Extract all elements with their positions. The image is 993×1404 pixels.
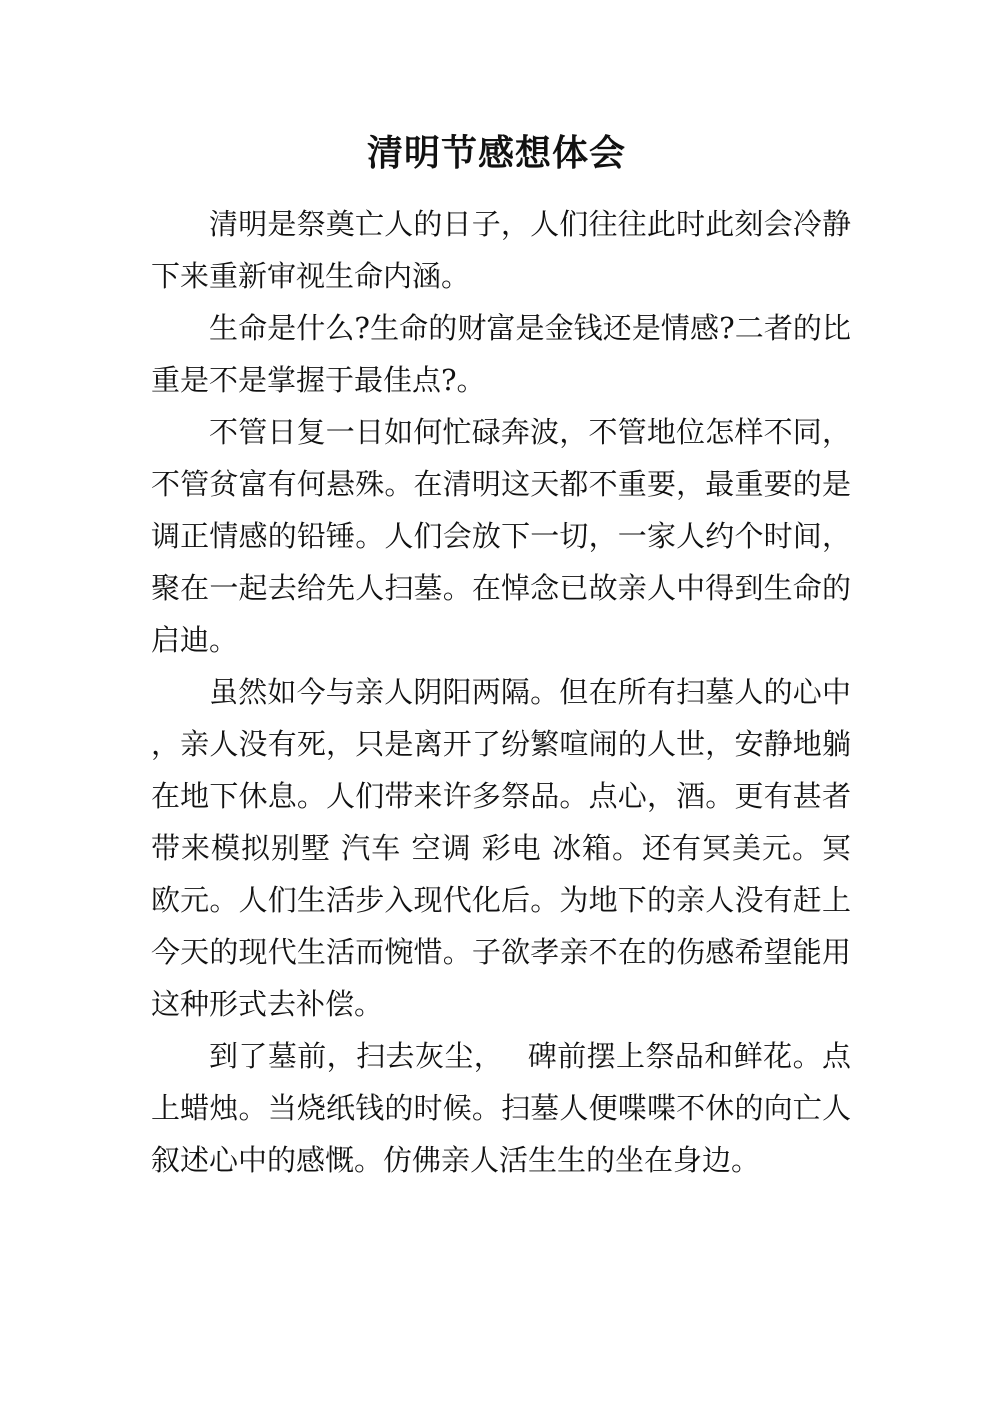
paragraph-3: 不管日复一日如何忙碌奔波，不管地位怎样不同，不管贫富有何悬殊。在清明这天都不重要，最重要的是调正情感的铅锤。人们会放下一切，一家人约个时间，聚在一起去给先人扫墓。在悼念已故亲人中得到生命的启迪。 bbox=[151, 415, 851, 657]
document-title: 清明节感想体会 bbox=[366, 133, 626, 174]
paragraph-5: 到了墓前，扫去灰尘， 碑前摆上祭品和鲜花。点上蜡烛。当烧纸钱的时候。扫墓人便喋喋不休的向亡人叙述心中的感慨。仿佛亲人活生生的坐在身边。 bbox=[151, 1039, 851, 1177]
paragraph-1: 清明是祭奠亡人的日子，人们往往此时此刻会冷静下来重新审视生命内涵。 bbox=[151, 207, 851, 293]
paragraph-4: 虽然如今与亲人阴阳两隔。但在所有扫墓人的心中，亲人没有死，只是离开了纷繁喧闹的人世，安静地躺在地下休息。人们带来许多祭品。点心，酒。更有甚者带来模拟别墅 汽车 空调 彩电 冰箱。还有冥美元。冥欧元。人们生活步入现代化后。为地下的亲人没有赶上今天的现代生活而惋惜。子欲孝亲不在的伤感希望能用这种形式去补偿。 bbox=[151, 675, 851, 1021]
paragraph-2: 生命是什么?生命的财富是金钱还是情感?二者的比重是不是掌握于最佳点?。 bbox=[151, 311, 851, 397]
document-body bbox=[151, 198, 851, 1186]
